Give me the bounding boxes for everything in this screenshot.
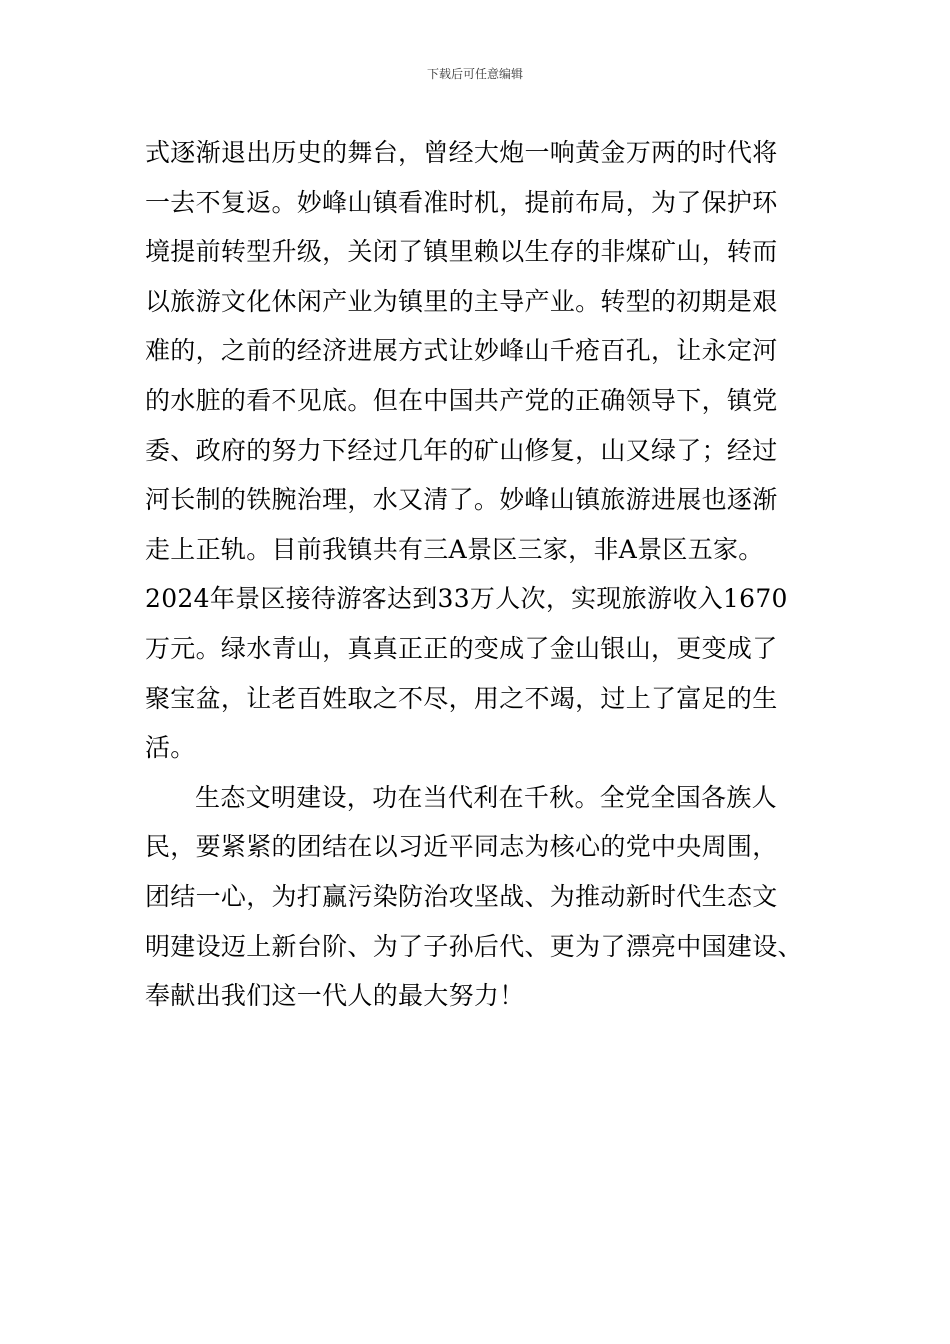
body-line: 一去不复返。妙峰山镇看准时机，提前布局，为了保护环 [145, 187, 778, 217]
body-line: 2024年景区接待游客达到33万人次，实现旅游收入1670 [145, 584, 788, 614]
body-line: 式逐渐退出历史的舞台，曾经大炮一响黄金万两的时代将 [145, 138, 778, 167]
body-line: 明建设迈上新台阶、为了子孙后代、更为了漂亮中国建设、 [145, 931, 803, 961]
body-line: 聚宝盆，让老百姓取之不尽，用之不竭，过上了富足的生 [145, 683, 778, 713]
body-line: 民，要紧紧的团结在以习近平同志为核心的党中央周围， [145, 832, 778, 862]
paragraph-start-line: 生态文明建设，功在当代利在千秋。全党全国各族人 [195, 782, 777, 812]
body-line: 奉献出我们这一代人的最大努力！ [145, 981, 525, 1011]
body-line: 委、政府的努力下经过几年的矿山修复，山又绿了；经过 [145, 435, 778, 465]
body-line: 走上正轨。目前我镇共有三A景区三家，非A景区五家。 [145, 534, 764, 564]
body-line: 的水脏的看不见底。但在中国共产党的正确领导下，镇党 [145, 385, 778, 415]
body-line: 河长制的铁腕治理，水又清了。妙峰山镇旅游进展也逐渐 [145, 485, 778, 515]
document-body [145, 128, 805, 1021]
body-line: 万元。绿水青山，真真正正的变成了金山银山，更变成了 [145, 633, 778, 663]
body-line: 以旅游文化休闲产业为镇里的主导产业。转型的初期是艰 [145, 286, 778, 316]
body-line: 团结一心，为打赢污染防治攻坚战、为推动新时代生态文 [145, 881, 778, 911]
body-line: 境提前转型升级，关闭了镇里赖以生存的非煤矿山，转而 [145, 237, 778, 267]
header-note: 下载后可任意编辑 [426, 67, 523, 81]
body-line: 活。 [145, 733, 196, 763]
body-line: 难的，之前的经济进展方式让妙峰山千疮百孔，让永定河 [145, 336, 778, 366]
